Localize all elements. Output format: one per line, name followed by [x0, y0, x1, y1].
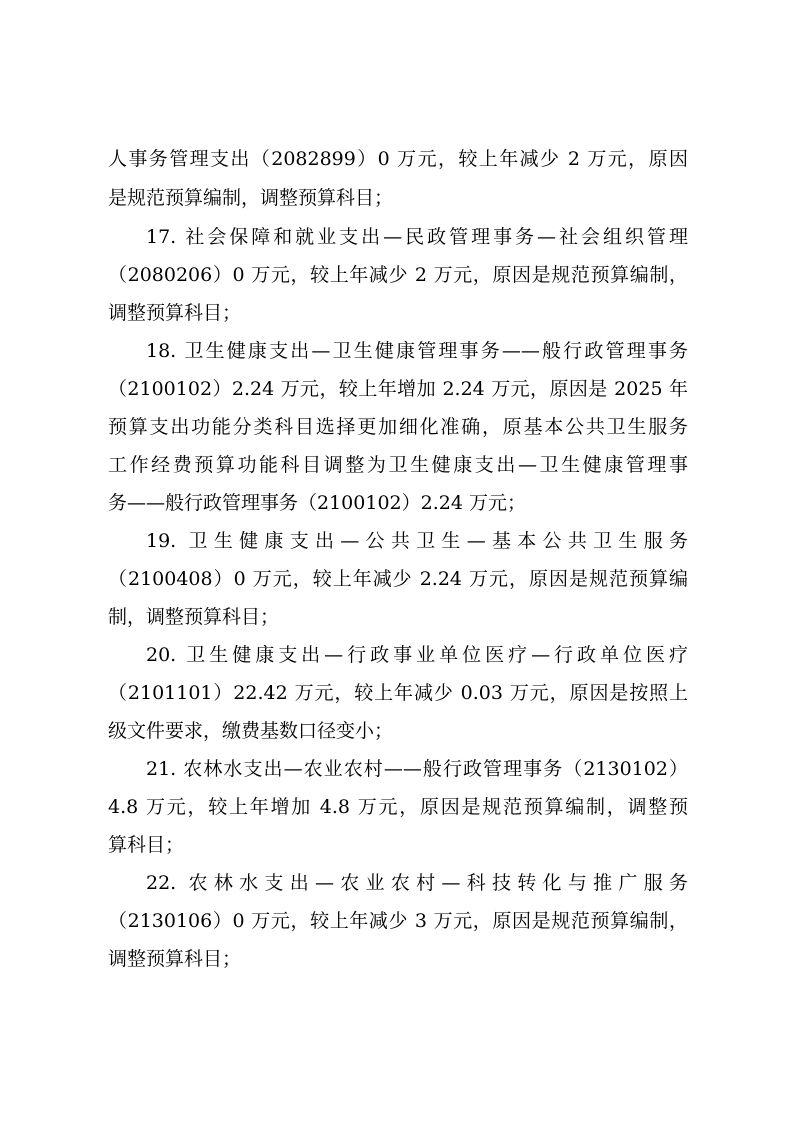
paragraph-18-line-1: 18. 卫生健康支出—卫生健康管理事务——般行政管理事务 — [146, 340, 688, 362]
paragraph-18-line-2: （2100102）2.24 万元，较上年增加 2.24 万元，原因是 2025 年 — [108, 378, 688, 400]
paragraph-19-line-3: 制，调整预算科目； — [108, 606, 280, 628]
paragraph-22-line-2: （2130106）0 万元，较上年减少 3 万元，原因是规范预算编制， — [108, 910, 688, 932]
paragraph-21-line-3: 算科目； — [108, 834, 185, 856]
paragraph-20-line-3: 级文件要求，缴费基数口径变小； — [108, 720, 394, 742]
paragraph-21-line-1: 21. 农林水支出—农业农村——般行政管理事务（2130102） — [146, 758, 688, 780]
paragraph-17-line-1: 17. 社会保障和就业支出—民政管理事务—社会组织管理 — [146, 226, 688, 248]
paragraph-20-line-1: 20. 卫生健康支出—行政事业单位医疗—行政单位医疗 — [146, 644, 688, 666]
paragraph-21-line-2: 4.8 万元，较上年增加 4.8 万元，原因是规范预算编制，调整预 — [108, 796, 688, 818]
paragraph-22-line-3: 调整预算科目； — [108, 948, 242, 970]
paragraph-16-line-1: 人事务管理支出（2082899）0 万元，较上年减少 2 万元，原因 — [108, 148, 688, 170]
paragraph-19-line-2: （2100408）0 万元，较上年减少 2.24 万元，原因是规范预算编 — [108, 568, 688, 590]
paragraph-19-line-1: 19. 卫生健康支出—公共卫生—基本公共卫生服务 — [146, 530, 688, 552]
paragraph-16-line-2: 是规范预算编制，调整预算科目； — [108, 187, 394, 209]
paragraph-17-line-2: （2080206）0 万元，较上年减少 2 万元，原因是规范预算编制， — [108, 264, 688, 286]
paragraph-18-line-4: 工作经费预算功能科目调整为卫生健康支出—卫生健康管理事 — [108, 454, 688, 476]
paragraph-22-line-1: 22. 农林水支出—农业农村—科技转化与推广服务 — [146, 872, 688, 894]
paragraph-20-line-2: （2101101）22.42 万元，较上年减少 0.03 万元，原因是按照上 — [108, 682, 688, 704]
paragraph-18-line-5: 务——般行政管理事务（2100102）2.24 万元； — [108, 492, 526, 514]
paragraph-18-line-3: 预算支出功能分类科目选择更加细化准确，原基本公共卫生服务 — [108, 416, 688, 438]
paragraph-17-line-3: 调整预算科目； — [108, 302, 242, 324]
